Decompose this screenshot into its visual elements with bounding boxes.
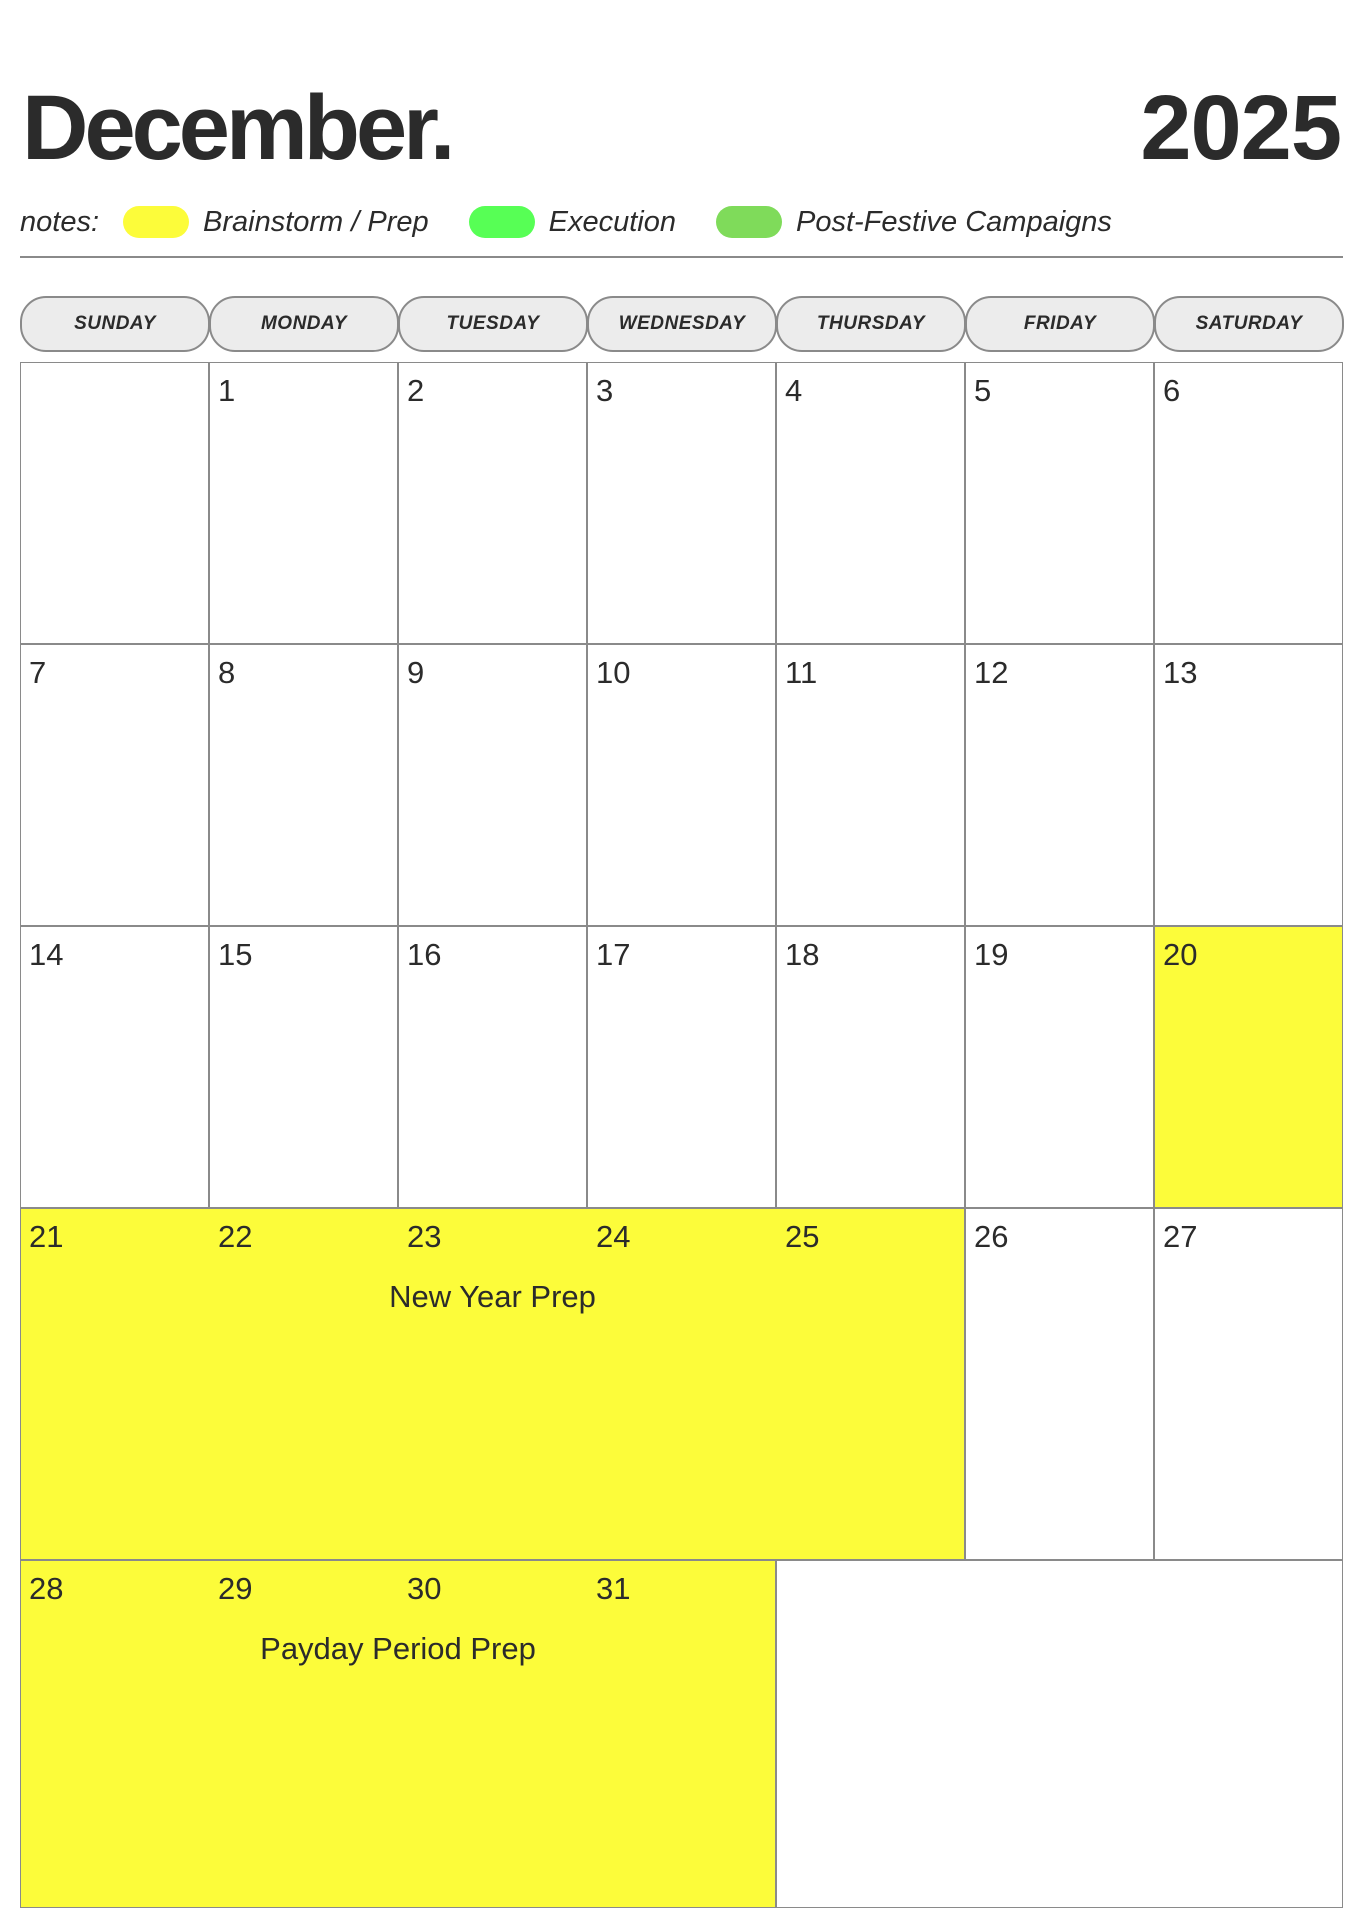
day-cell[interactable] bbox=[209, 644, 398, 926]
day-number: 14 bbox=[29, 937, 64, 972]
day-number: 7 bbox=[29, 655, 47, 690]
weekday-monday: MONDAY bbox=[209, 296, 399, 352]
legend-label-post-festive: Post-Festive Campaigns bbox=[796, 205, 1112, 238]
weekday-friday: FRIDAY bbox=[965, 296, 1155, 352]
weekday-wednesday: WEDNESDAY bbox=[587, 296, 777, 352]
day-number: 12 bbox=[974, 655, 1009, 690]
legend bbox=[20, 200, 1152, 244]
day-cell[interactable] bbox=[776, 362, 965, 644]
day-number: 9 bbox=[407, 655, 425, 690]
day-number: 1 bbox=[218, 373, 236, 408]
legend-notes-label: notes: bbox=[20, 205, 99, 238]
header-divider bbox=[20, 256, 1343, 258]
day-number: 3 bbox=[596, 373, 614, 408]
day-number: 22 bbox=[218, 1219, 253, 1254]
empty-day-cell bbox=[776, 1560, 1343, 1908]
legend-item-brainstorm bbox=[123, 206, 429, 239]
event-block[interactable] bbox=[20, 1560, 776, 1908]
day-number: 30 bbox=[407, 1571, 442, 1606]
legend-item-execution bbox=[469, 206, 676, 239]
day-cell[interactable] bbox=[20, 644, 209, 926]
day-number: 25 bbox=[785, 1219, 820, 1254]
day-number: 5 bbox=[974, 373, 992, 408]
weekday-thursday: THURSDAY bbox=[776, 296, 966, 352]
month-title: December. bbox=[22, 77, 452, 179]
legend-swatch-execution bbox=[469, 206, 535, 238]
day-number: 20 bbox=[1163, 937, 1198, 972]
weekday-sunday: SUNDAY bbox=[20, 296, 210, 352]
day-cell[interactable] bbox=[965, 1208, 1154, 1560]
day-number: 11 bbox=[785, 655, 818, 690]
day-number: 6 bbox=[1163, 373, 1181, 408]
legend-label-brainstorm: Brainstorm / Prep bbox=[203, 205, 429, 238]
legend-label-execution: Execution bbox=[548, 205, 676, 238]
event-label: Payday Period Prep bbox=[260, 1631, 536, 1666]
day-cell[interactable] bbox=[398, 362, 587, 644]
legend-swatch-brainstorm bbox=[123, 206, 189, 238]
day-cell[interactable] bbox=[209, 362, 398, 644]
day-number: 4 bbox=[785, 373, 803, 408]
day-cell[interactable] bbox=[587, 362, 776, 644]
day-number: 2 bbox=[407, 373, 425, 408]
day-number: 26 bbox=[974, 1219, 1009, 1254]
day-number: 29 bbox=[218, 1571, 253, 1606]
day-cell[interactable] bbox=[1154, 362, 1343, 644]
day-number: 8 bbox=[218, 655, 236, 690]
year-title: 2025 bbox=[1140, 77, 1341, 179]
day-number: 15 bbox=[218, 937, 253, 972]
event-label: New Year Prep bbox=[389, 1279, 596, 1314]
day-number: 19 bbox=[974, 937, 1009, 972]
day-number: 28 bbox=[29, 1571, 64, 1606]
legend-item-post-festive bbox=[716, 206, 1112, 239]
event-block[interactable] bbox=[20, 1208, 965, 1560]
calendar-grid bbox=[20, 362, 1343, 1908]
legend-swatch-post-festive bbox=[716, 206, 782, 238]
day-number: 21 bbox=[29, 1219, 64, 1254]
day-number: 27 bbox=[1163, 1219, 1198, 1254]
day-cell[interactable] bbox=[1154, 1208, 1343, 1560]
weekday-tuesday: TUESDAY bbox=[398, 296, 588, 352]
day-number: 31 bbox=[596, 1571, 631, 1606]
empty-day-cell[interactable] bbox=[20, 362, 209, 644]
weekday-header bbox=[20, 296, 1343, 352]
day-number: 13 bbox=[1163, 655, 1198, 690]
day-number: 17 bbox=[596, 937, 631, 972]
day-number: 23 bbox=[407, 1219, 442, 1254]
weekday-saturday: SATURDAY bbox=[1154, 296, 1344, 352]
day-number: 24 bbox=[596, 1219, 631, 1254]
day-number: 10 bbox=[596, 655, 631, 690]
day-number: 18 bbox=[785, 937, 820, 972]
day-cell[interactable] bbox=[398, 644, 587, 926]
day-cell[interactable] bbox=[965, 362, 1154, 644]
day-number: 16 bbox=[407, 937, 442, 972]
